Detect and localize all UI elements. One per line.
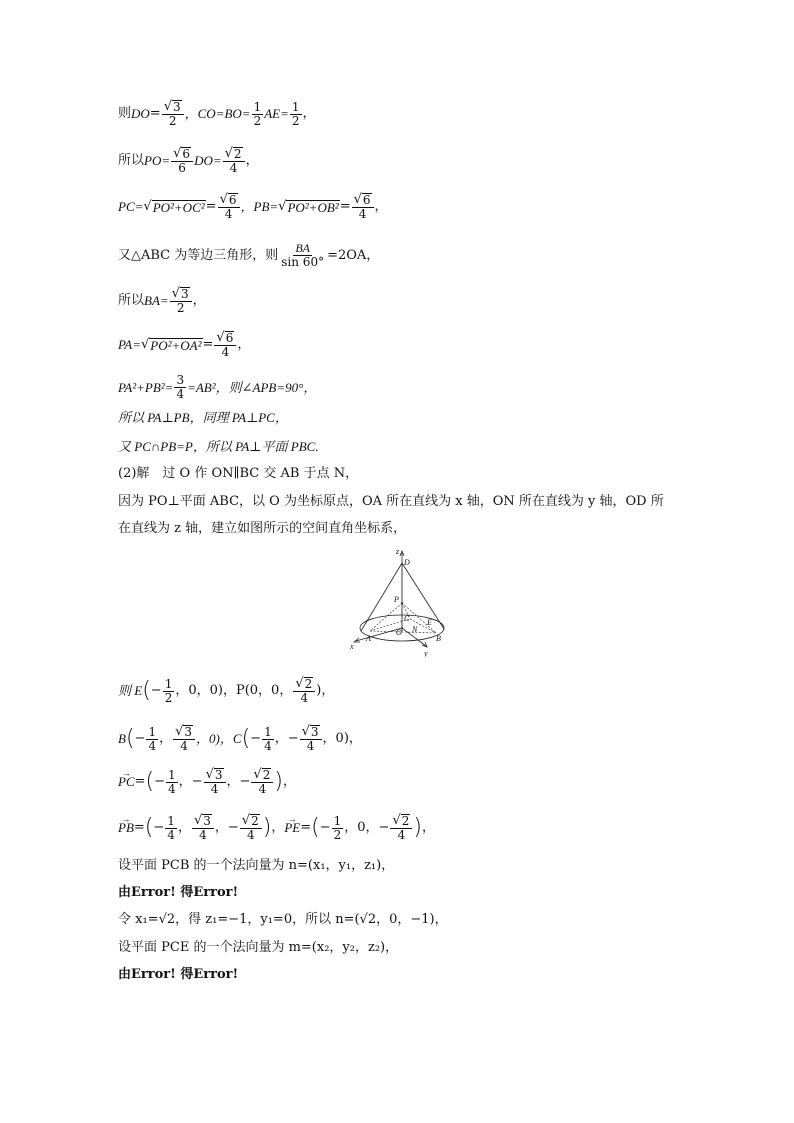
fraction: √ 3 2 (162, 100, 184, 128)
cone-coordinate-figure (348, 545, 456, 657)
line-16: → PB = ( − $\frac{1}{4}$ ， √ 3 4 ，− √ 2 4 ) ， → PE = ( − $\frac{1}{2}$ ，0，− √ 2 4 ) ， (118, 814, 435, 842)
text: = (339, 199, 351, 214)
fraction: √ 6 6 (171, 147, 193, 175)
fraction: $\frac{1}{2}$ (253, 99, 262, 128)
text: ， (374, 199, 388, 214)
text: 所以 (118, 153, 145, 168)
fraction: $\frac{1}{2}$ (164, 676, 173, 705)
vector-PC: → PC (118, 774, 135, 790)
label-A: A (366, 634, 371, 643)
line-14: B ( − $\frac{1}{4}$ ， √ 3 4 ，0)，C ( − $\frac{1}{4}$ ，− √ 3 4 ，0)， (118, 724, 362, 753)
text: AE= (264, 106, 289, 121)
text: ， (237, 337, 251, 352)
fraction: √ 3 2 (170, 287, 192, 315)
text: = (149, 106, 161, 121)
text: ，CO=BO= (184, 106, 251, 121)
text: PC= (118, 199, 144, 214)
fraction: √ 2 4 (390, 814, 412, 842)
text: ，0，0)，P(0，0， (175, 683, 293, 698)
line-2 (118, 147, 259, 175)
text: BA= (144, 293, 169, 308)
fraction: √ 2 4 (240, 814, 262, 842)
fraction: $\frac{1}{4}$ (167, 813, 175, 842)
text: ， (245, 153, 259, 168)
line-19: 令 x₁=√2，得 z₁=−1，y₁=0，所以 n=(√2，0，−1)， (118, 912, 448, 927)
fraction: √ 3 4 (173, 725, 195, 753)
text: 又△ABC 为等边三角形，则 (118, 247, 279, 263)
text: ， (421, 820, 435, 835)
text: = (202, 337, 214, 352)
text: DO= (194, 153, 222, 168)
text: ，0)，C (196, 731, 242, 746)
label-D: D (404, 558, 410, 567)
line-21: 由Error! 得Error! (118, 967, 239, 982)
line-18: 由Error! 得Error! (118, 885, 239, 900)
text: =2OA， (327, 247, 380, 263)
text: =AB²，则∠APB=90°， (187, 379, 317, 395)
fraction: $\frac{1}{2}$ (291, 99, 300, 128)
label-x: x (350, 642, 354, 651)
point-P (401, 602, 403, 604)
text: PA= (118, 337, 141, 352)
text: 则 (118, 106, 132, 121)
sqrt: √ PO²+OC² (143, 199, 205, 215)
text: ， (302, 106, 316, 121)
text: PO= (144, 153, 171, 168)
line-9: 又 PC∩PB=P，所以 PA⊥平面 PBC. (118, 439, 319, 454)
fraction: √ 2 4 (293, 677, 315, 705)
text: 则 E (118, 683, 143, 698)
edge-PA (370, 603, 402, 631)
text: ， (192, 293, 206, 308)
fraction: √ 3 4 (192, 814, 214, 842)
line-20: 设平面 PCE 的一个法向量为 m=(x₂，y₂，z₂)， (118, 940, 399, 955)
line-11: 因为 PO⊥平面 ABC，以 O 为坐标原点，OA 所在直线为 x 轴，ON 所在直线为 y 轴，OD 所 (118, 494, 664, 509)
fraction: √ 2 4 (251, 768, 273, 796)
sqrt: √ PO²+OA² (140, 337, 202, 353)
fraction: $\frac{1}{4}$ (264, 724, 272, 753)
fraction: √ 6 4 (218, 193, 240, 221)
text: B (118, 731, 126, 746)
fraction: √ 6 4 (352, 193, 374, 221)
text: DO (131, 106, 150, 121)
text: 所以 (118, 293, 145, 308)
vector-PE: → PE (284, 820, 300, 836)
line-17: 设平面 PCB 的一个法向量为 n=(x₁，y₁，z₁)， (118, 858, 395, 873)
label-z: z (396, 547, 400, 556)
fraction: √ 6 4 (214, 331, 236, 359)
text: ，PB= (240, 199, 279, 214)
label-P: P (394, 595, 399, 604)
fraction: √ 3 4 (300, 725, 322, 753)
text: )， (316, 683, 335, 698)
label-y: y (424, 649, 428, 657)
fraction: $\frac{1}{2}$ (333, 813, 342, 842)
line-1 (118, 100, 316, 128)
vector-PB: → PB (118, 820, 134, 836)
line-4 (118, 242, 379, 269)
fraction: √ 3 4 (204, 768, 226, 796)
text: PA²+PB²= (118, 379, 174, 395)
fraction: $\frac{1}{4}$ (148, 724, 157, 753)
text: ， (282, 774, 296, 789)
label-N: N (412, 625, 418, 634)
line-10: (2)解 过 O 作 ON∥BC 交 AB 于点 N， (118, 466, 359, 481)
label-C: C (404, 614, 410, 623)
text: = (205, 199, 217, 214)
line-15: → PC = ( − $\frac{1}{4}$ ，− √ 3 4 ，− √ 2 4 ) ， (118, 768, 296, 796)
fraction: $\frac{1}{4}$ (168, 767, 176, 796)
line-5 (118, 287, 206, 315)
fraction: $\frac{3}{4}$ (176, 373, 185, 401)
sqrt: √ PO²+OB² (278, 199, 339, 215)
label-O: O (396, 628, 402, 637)
fraction: $\frac{BA}{\sin 60^\circ}$ (281, 241, 325, 269)
edge-AB (370, 631, 436, 633)
line-8: 所以 PA⊥PB，同理 PA⊥PC， (118, 410, 288, 425)
line-3 (118, 193, 388, 221)
label-E: E (427, 618, 432, 627)
line-6 (118, 331, 250, 359)
label-B: B (436, 634, 441, 643)
line-12: 在直线为 z 轴，建立如图所示的空间直角坐标系， (118, 521, 407, 536)
line-7 (118, 374, 316, 401)
line-13: 则 E ( − $\frac{1}{2}$ ，0，0)，P(0，0， √ 2 4 )， (118, 676, 335, 705)
fraction: √ 2 4 (223, 147, 245, 175)
text: ，0)， (322, 731, 362, 746)
